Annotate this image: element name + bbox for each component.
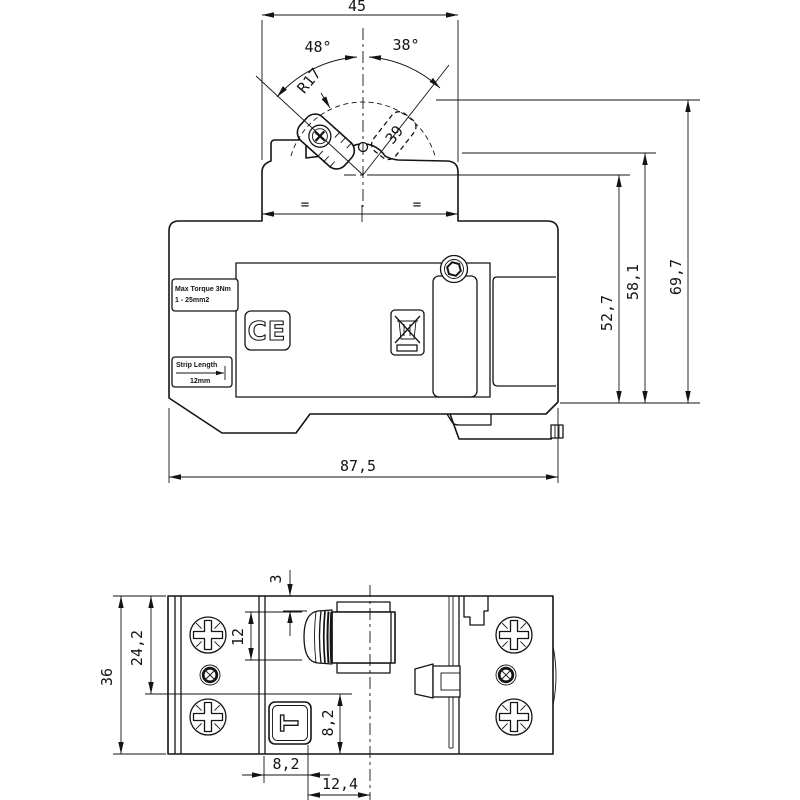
angle-right-dim: 38°	[392, 36, 420, 54]
pozidriv-screw	[496, 699, 532, 735]
toggle-top-view	[304, 602, 395, 673]
rail-clip-latch	[415, 664, 460, 698]
torque-label-line1: Max Torque 3Nm	[175, 286, 231, 293]
strip-length-text: Strip Length	[176, 362, 218, 369]
button-center-text: 12,4	[321, 775, 359, 793]
lever-travel-dim: 39	[381, 122, 408, 148]
test-button-label: T	[276, 714, 304, 732]
radius-dim-text: R17	[293, 64, 325, 97]
torque-label-line2: 1 - 25mm2	[175, 297, 210, 304]
body-depth-text: 36	[98, 667, 116, 687]
toggle-width-text: 12	[229, 627, 247, 647]
strip-length-value: 12mm	[190, 378, 211, 385]
toggle-offset-text: 3	[267, 574, 285, 584]
button-offset-v-text: 8,2	[319, 709, 337, 737]
equal-right-text: =	[412, 197, 422, 213]
pivot-height-text: 52,7	[598, 294, 616, 332]
equal-left-text: =	[300, 197, 310, 213]
torque-label	[172, 279, 238, 311]
strip-length-label	[172, 357, 232, 387]
button-width-text: 8,2	[272, 755, 300, 773]
small-screw	[496, 665, 516, 685]
pozidriv-screw	[190, 617, 226, 653]
screw-span-text: 24,2	[128, 629, 146, 667]
weee-icon	[391, 310, 424, 355]
ce-mark-text: CE	[247, 317, 287, 347]
hex-terminal-screw	[441, 256, 468, 283]
test-button	[269, 702, 311, 744]
max-height-text: 69,7	[667, 258, 685, 296]
angle-left-dim: 48°	[304, 38, 332, 56]
ce-mark	[245, 311, 290, 350]
body-height-text: 58,1	[624, 263, 642, 301]
pozidriv-screw	[496, 617, 532, 653]
total-width-text: 87,5	[339, 457, 377, 475]
small-screw	[200, 665, 220, 685]
pozidriv-screw	[190, 699, 226, 735]
top-width-text: 45	[347, 0, 367, 15]
